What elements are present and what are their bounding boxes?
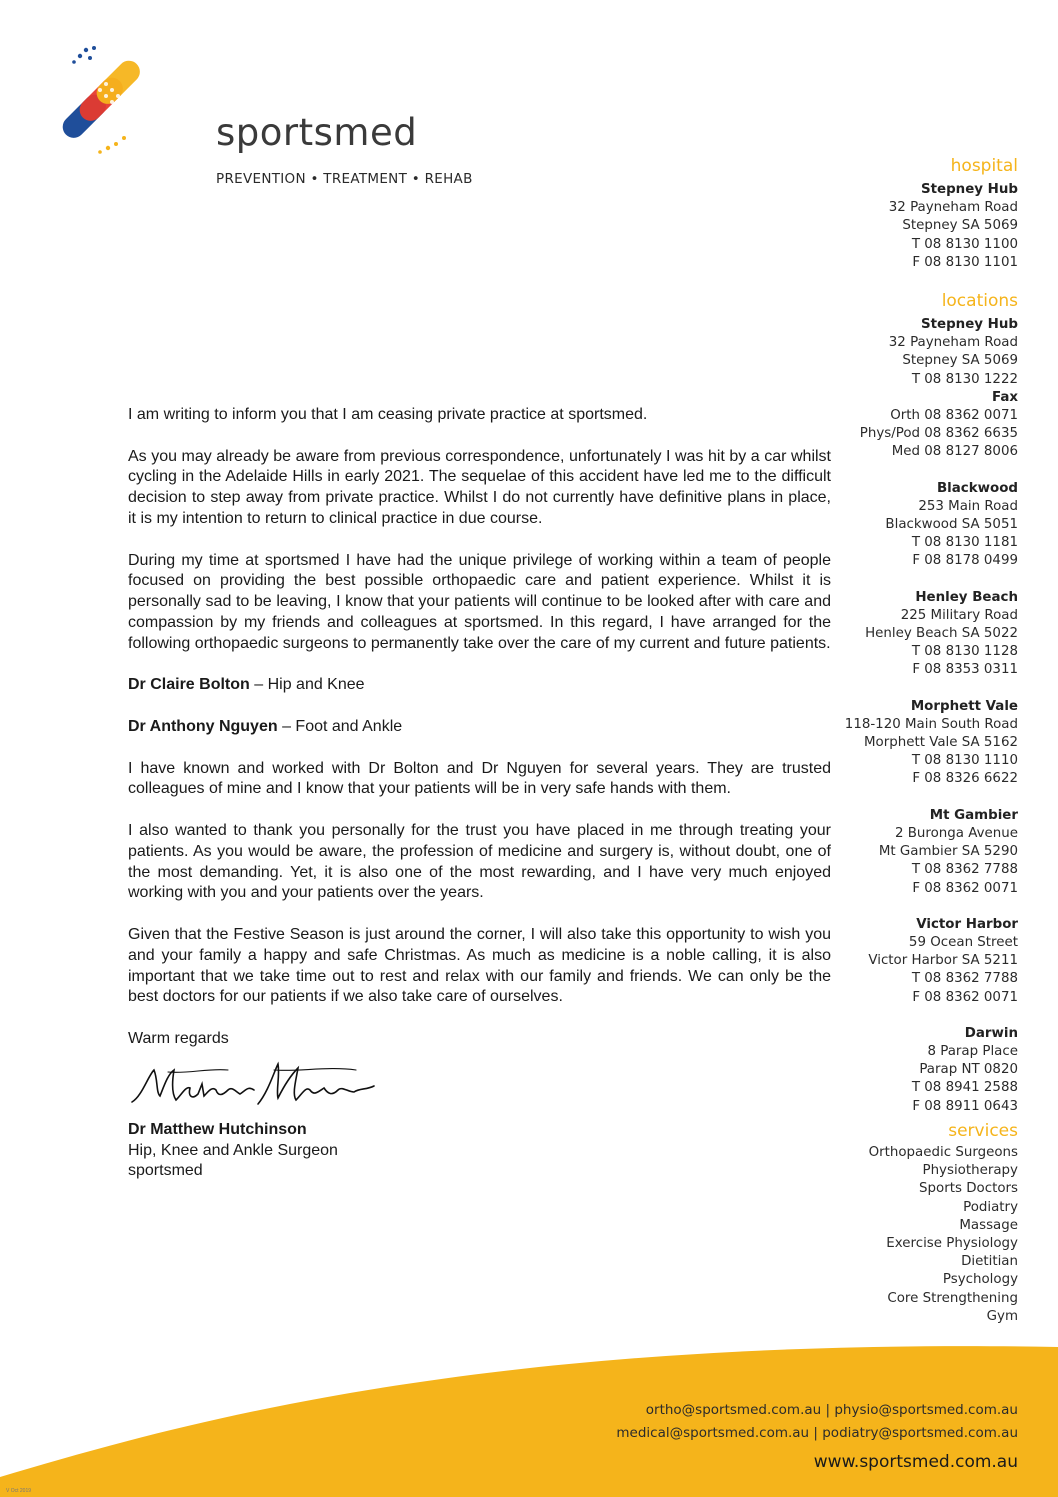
service-item: Massage — [959, 1217, 1018, 1233]
location-line: T 08 8941 2588 — [911, 1080, 1018, 1096]
fax-line: Med 08 8127 8006 — [891, 444, 1018, 460]
surgeon-specialty: – Hip and Knee — [249, 676, 365, 694]
location-name: Morphett Vale — [910, 698, 1018, 714]
footer-emails-2[interactable]: medical@sportsmed.com.au | podiatry@sportsmed.com.au — [616, 1425, 1018, 1441]
letter-paragraph: During my time at sportsmed I have had the unique privilege of working within a team of people focused on providing the best possible orthopaedic care and patient experience. Whilst it is personally sad to be leaving, I know that your patients will continue to be looked after with care and compassion by my friends and colleagues at sportsmed. In this regard, I have arranged for the following orthopaedic surgeons to permanently take over the care of my current and future patients. — [128, 551, 831, 652]
service-item: Psychology — [942, 1272, 1018, 1288]
handwritten-signature — [128, 1056, 378, 1116]
letter-paragraph: As you may already be aware from previous correspondence, unfortunately I was hit by a car whilst cycling in the Adelaide Hills in early 2021. The sequelae of this accident have led me to the difficult decision to step away from private practice. Whilst I do not currently have definitive plans in place, it is my intention to return to clinical practice in due course. — [128, 447, 831, 527]
location-name: Henley Beach — [915, 589, 1018, 605]
location-line: 253 Main Road — [918, 498, 1018, 514]
signature-block — [128, 1120, 831, 1182]
sportsmed-logo — [46, 44, 473, 187]
location-line: 118-120 Main South Road — [844, 716, 1018, 732]
location-line: 8 Parap Place — [927, 1043, 1018, 1059]
hospital-phone: T 08 8130 1100 — [911, 236, 1018, 252]
location-line: Henley Beach SA 5022 — [865, 626, 1018, 642]
surgeon-entry — [128, 675, 831, 696]
service-item: Exercise Physiology — [886, 1235, 1018, 1251]
location-name: Darwin — [964, 1025, 1018, 1041]
service-item: Orthopaedic Surgeons — [868, 1144, 1018, 1160]
surgeon-name: Dr Claire Bolton — [128, 676, 250, 694]
location-line: 32 Payneham Road — [888, 335, 1018, 351]
service-item: Dietitian — [961, 1254, 1018, 1270]
location-line: T 08 8130 1222 — [911, 371, 1018, 387]
service-item: Physiotherapy — [922, 1163, 1018, 1179]
location-line: 59 Ocean Street — [908, 934, 1018, 950]
location-name: Blackwood — [936, 480, 1018, 496]
surgeon-specialty: – Foot and Ankle — [277, 717, 403, 735]
service-item: Sports Doctors — [919, 1181, 1018, 1197]
location-line: T 08 8362 7788 — [911, 971, 1018, 987]
signatory-title: Hip, Knee and Ankle Surgeon — [128, 1141, 338, 1159]
location-line: Mt Gambier SA 5290 — [878, 844, 1018, 860]
location-name: Mt Gambier — [929, 807, 1018, 823]
location-line: Parap NT 0820 — [919, 1062, 1018, 1078]
surgeon-entry — [128, 717, 831, 738]
service-item: Core Strengthening — [887, 1290, 1018, 1306]
services-heading: services — [948, 1120, 1018, 1141]
hospital-heading: hospital — [950, 156, 1018, 176]
location-line: T 08 8130 1110 — [911, 753, 1018, 769]
hospital-fax: F 08 8130 1101 — [912, 254, 1018, 270]
location-line: Blackwood SA 5051 — [885, 517, 1018, 533]
location-line: F 08 8911 0643 — [912, 1098, 1018, 1114]
footer-emails-1[interactable]: ortho@sportsmed.com.au | physio@sportsmed.com.au — [645, 1402, 1018, 1418]
letter-body — [128, 405, 831, 1182]
fax-line: Phys/Pod 08 8362 6635 — [859, 426, 1018, 442]
signatory-name: Dr Matthew Hutchinson — [128, 1120, 307, 1138]
location-line: Morphett Vale SA 5162 — [863, 735, 1018, 751]
location-line: F 08 8178 0499 — [912, 553, 1018, 569]
location-line: 2 Buronga Avenue — [894, 825, 1018, 841]
document-reference: V Oct 2019 — [6, 1488, 32, 1494]
brand-name: sportsmed — [216, 111, 418, 154]
location-line: F 08 8353 0311 — [912, 662, 1018, 678]
hospital-name: Stepney Hub — [920, 182, 1018, 197]
signatory-org: sportsmed — [128, 1162, 203, 1180]
location-line: F 08 8362 0071 — [912, 989, 1018, 1005]
fax-label: Fax — [991, 389, 1018, 405]
letter-paragraph: Given that the Festive Season is just around the corner, I will also take this opportunity to wish you and your family a happy and safe Christmas. As much as medicine is a noble calling, it is also important that we take time out to rest and relax with our family and friends. We can only be the best doctors for our patients if we also take care of ourselves. — [128, 925, 831, 1006]
fax-line: Orth 08 8362 0071 — [890, 408, 1018, 424]
location-line: T 08 8362 7788 — [911, 862, 1018, 878]
surgeon-name: Dr Anthony Nguyen — [128, 717, 278, 735]
hospital-suburb: Stepney SA 5069 — [902, 218, 1018, 234]
location-name: Victor Harbor — [916, 916, 1018, 932]
letter-paragraph: I also wanted to thank you personally for the trust you have placed in me through treating your patients. As you would be aware, the profession of medicine and surgery is, without doubt, one of the most demanding. Yet, it is also one of the most rewarding, and I have very much enjoyed working with you and your patients over the years. — [128, 821, 831, 902]
location-line: T 08 8130 1181 — [911, 535, 1018, 551]
hospital-address: 32 Payneham Road — [888, 200, 1018, 216]
letter-paragraph: I have known and worked with Dr Bolton and Dr Nguyen for several years. They are trusted colleagues of mine and I know that your patients will be in very safe hands with them. — [128, 759, 831, 798]
service-item: Podiatry — [963, 1199, 1018, 1215]
logo-mark-icon — [46, 44, 158, 156]
location-line: Victor Harbor SA 5211 — [868, 953, 1018, 969]
footer-website-link[interactable]: www.sportsmed.com.au — [813, 1452, 1018, 1472]
service-item: Gym — [986, 1308, 1018, 1324]
location-line: Stepney SA 5069 — [902, 353, 1018, 369]
location-line: F 08 8326 6622 — [912, 771, 1018, 787]
location-line: 225 Military Road — [900, 607, 1018, 623]
location-name: Stepney Hub — [920, 317, 1018, 333]
locations-heading: locations — [941, 291, 1018, 312]
brand-tagline: PREVENTION • TREATMENT • REHAB — [216, 171, 473, 187]
location-line: F 08 8362 0071 — [912, 880, 1018, 896]
closing: Warm regards — [128, 1029, 229, 1047]
hospital-section — [758, 155, 1018, 272]
location-line: T 08 8130 1128 — [911, 644, 1018, 660]
letter-paragraph: I am writing to inform you that I am ceasing private practice at sportsmed. — [128, 406, 648, 423]
